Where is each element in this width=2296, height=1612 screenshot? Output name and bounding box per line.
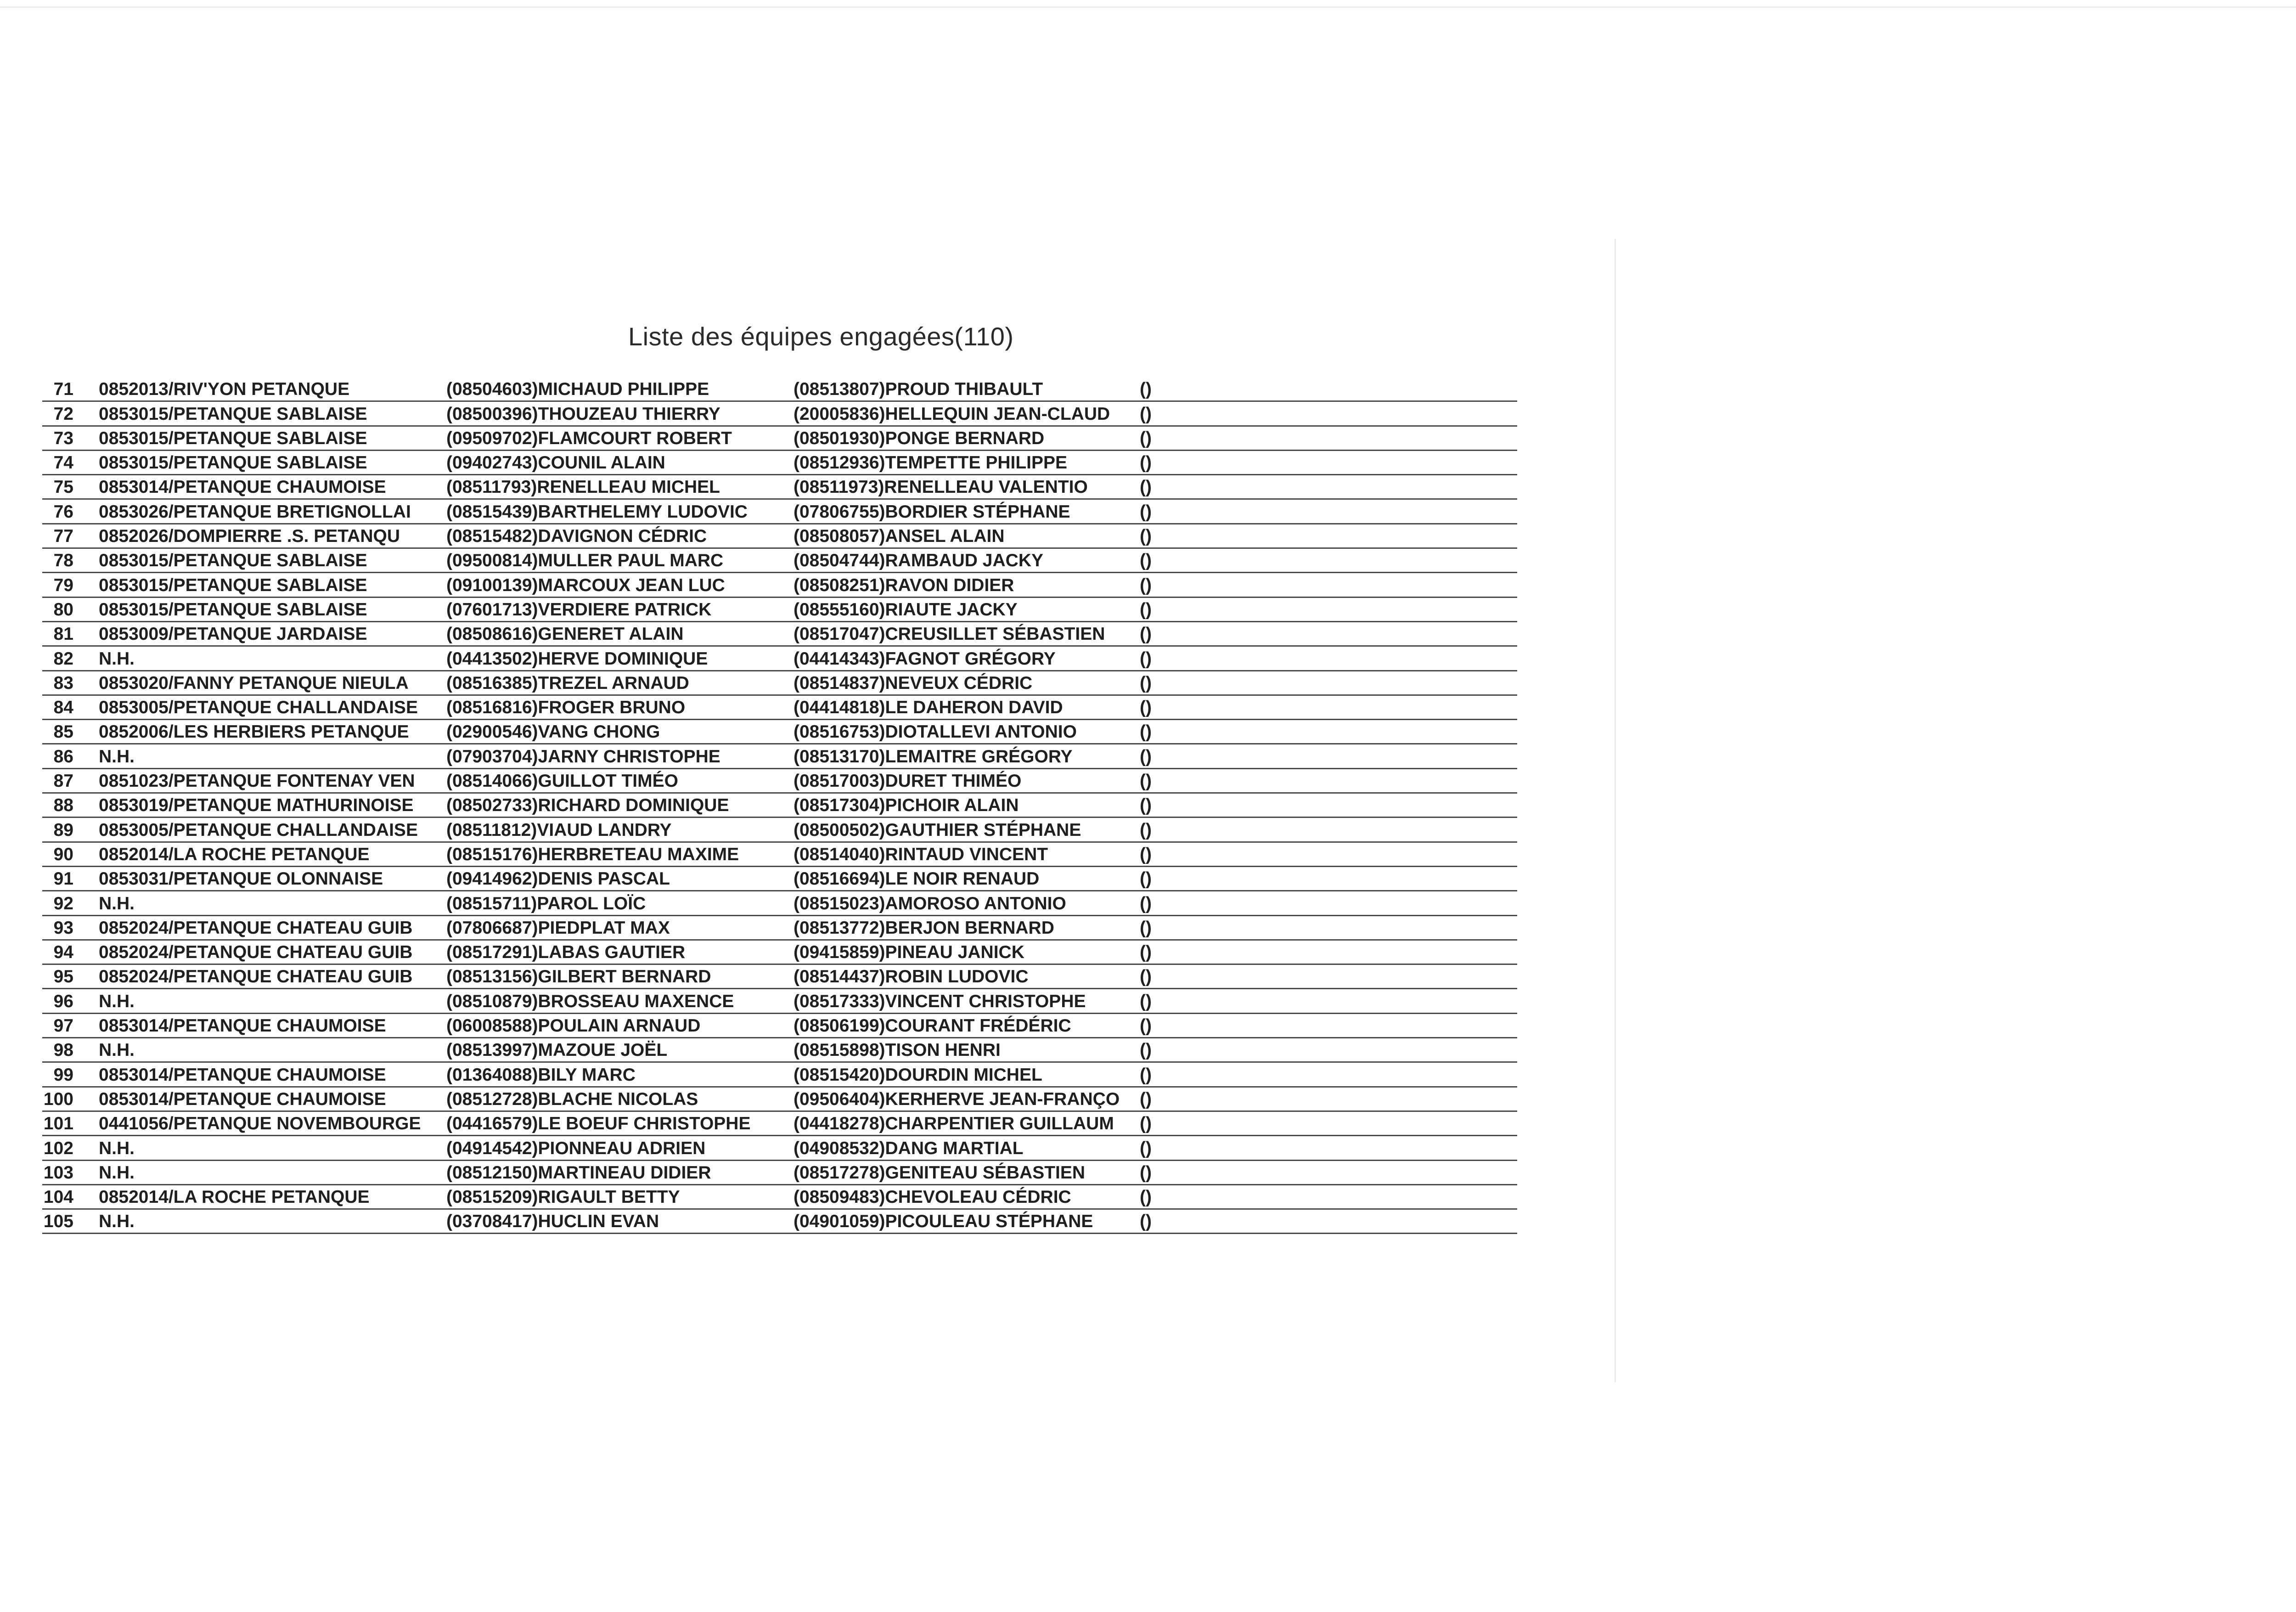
team-player-2: (08515420)DOURDIN MICHEL: [793, 1065, 1042, 1085]
team-number: 103: [43, 1162, 73, 1183]
team-number: 89: [53, 820, 73, 840]
team-club: 0853014/PETANQUE CHAUMOISE: [99, 1089, 386, 1109]
team-number: 73: [53, 428, 73, 448]
team-number: 86: [53, 746, 73, 767]
team-number: 99: [53, 1065, 73, 1085]
team-number: 101: [43, 1114, 73, 1134]
team-club: 0853015/PETANQUE SABLAISE: [99, 575, 367, 595]
team-player-2: (09415859)PINEAU JANICK: [793, 942, 1024, 963]
top-edge-rule: [0, 6, 2296, 8]
team-row: [42, 622, 1517, 647]
team-row: [42, 1088, 1517, 1112]
team-player-2: (08508251)RAVON DIDIER: [793, 575, 1014, 595]
team-club: 0853015/PETANQUE SABLAISE: [99, 551, 367, 571]
team-row: [42, 524, 1517, 549]
team-club: 0853005/PETANQUE CHALLANDAISE: [99, 698, 418, 718]
team-player-1: (09414962)DENIS PASCAL: [446, 869, 670, 889]
team-player-2: (08517304)PICHOIR ALAIN: [793, 795, 1019, 816]
team-number: 80: [53, 599, 73, 620]
team-player-2: (08513772)BERJON BERNARD: [793, 918, 1054, 938]
team-player-2: (07806755)BORDIER STÉPHANE: [793, 502, 1070, 522]
team-club: 0853020/FANNY PETANQUE NIEULA: [99, 673, 409, 693]
team-player-1: (08510879)BROSSEAU MAXENCE: [446, 991, 734, 1011]
team-player-2: (08517003)DURET THIMÉO: [793, 771, 1022, 791]
team-player-3: (): [1140, 918, 1152, 938]
page-divider: [1615, 239, 1616, 1382]
team-player-1: (08516385)TREZEL ARNAUD: [446, 673, 689, 693]
team-player-3: (): [1140, 1162, 1152, 1183]
team-player-1: (08516816)FROGER BRUNO: [446, 698, 686, 718]
team-club: 0851023/PETANQUE FONTENAY VEN: [99, 771, 415, 791]
team-player-1: (08511793)RENELLEAU MICHEL: [446, 477, 720, 497]
team-club: 0853005/PETANQUE CHALLANDAISE: [99, 820, 418, 840]
team-player-2: (08555160)RIAUTE JACKY: [793, 599, 1018, 620]
team-player-3: (): [1140, 1040, 1152, 1060]
team-player-2: (08517333)VINCENT CHRISTOPHE: [793, 991, 1086, 1011]
team-player-3: (): [1140, 698, 1152, 718]
team-row: [42, 965, 1517, 989]
team-player-3: (): [1140, 795, 1152, 816]
team-player-3: (): [1140, 673, 1152, 693]
team-number: 72: [53, 404, 73, 424]
team-club: 0852014/LA ROCHE PETANQUE: [99, 1187, 370, 1207]
team-player-1: (09500814)MULLER PAUL MARC: [446, 551, 724, 571]
team-row: [42, 573, 1517, 597]
team-club: 0853015/PETANQUE SABLAISE: [99, 404, 367, 424]
team-number: 75: [53, 477, 73, 497]
team-player-3: (): [1140, 869, 1152, 889]
team-club: 0853015/PETANQUE SABLAISE: [99, 599, 367, 620]
team-row: [42, 475, 1517, 500]
team-player-2: (08517047)CREUSILLET SÉBASTIEN: [793, 624, 1105, 644]
team-player-2: (08508057)ANSEL ALAIN: [793, 526, 1005, 547]
team-number: 76: [53, 502, 73, 522]
team-number: 88: [53, 795, 73, 816]
team-player-1: (08515711)PAROL LOÏC: [446, 893, 646, 913]
team-club: 0853009/PETANQUE JARDAISE: [99, 624, 367, 644]
team-row: [42, 891, 1517, 916]
team-player-1: (08511812)VIAUD LANDRY: [446, 820, 672, 840]
team-player-1: (08515209)RIGAULT BETTY: [446, 1187, 680, 1207]
team-player-3: (): [1140, 404, 1152, 424]
team-player-2: (20005836)HELLEQUIN JEAN-CLAUD: [793, 404, 1110, 424]
team-player-3: (): [1140, 526, 1152, 547]
team-player-3: (): [1140, 428, 1152, 448]
team-row: [42, 1038, 1517, 1063]
team-club: 0852006/LES HERBIERS PETANQUE: [99, 722, 409, 742]
team-number: 100: [43, 1089, 73, 1109]
team-club: 0852024/PETANQUE CHATEAU GUIB: [99, 918, 413, 938]
team-player-1: (08502733)RICHARD DOMINIQUE: [446, 795, 729, 816]
team-player-2: (08516694)LE NOIR RENAUD: [793, 869, 1040, 889]
team-player-3: (): [1140, 599, 1152, 620]
team-player-3: (): [1140, 893, 1152, 913]
team-row: [42, 720, 1517, 744]
team-player-2: (08512936)TEMPETTE PHILIPPE: [793, 453, 1068, 473]
team-number: 92: [53, 893, 73, 913]
team-player-3: (): [1140, 551, 1152, 571]
team-player-1: (07903704)JARNY CHRISTOPHE: [446, 746, 720, 767]
team-player-1: (08513997)MAZOUE JOËL: [446, 1040, 668, 1060]
team-player-1: (08515482)DAVIGNON CÉDRIC: [446, 526, 707, 547]
team-player-1: (08512150)MARTINEAU DIDIER: [446, 1162, 711, 1183]
team-number: 77: [53, 526, 73, 547]
team-club: 0853014/PETANQUE CHAUMOISE: [99, 1065, 386, 1085]
team-number: 84: [53, 698, 73, 718]
team-number: 91: [53, 869, 73, 889]
team-club: 0441056/PETANQUE NOVEMBOURGE: [99, 1114, 421, 1134]
team-player-3: (): [1140, 1114, 1152, 1134]
team-club: N.H.: [99, 746, 135, 767]
team-row: [42, 696, 1517, 720]
team-club: 0852024/PETANQUE CHATEAU GUIB: [99, 967, 413, 987]
team-player-2: (08501930)PONGE BERNARD: [793, 428, 1045, 448]
team-player-1: (07601713)VERDIERE PATRICK: [446, 599, 712, 620]
team-player-1: (08513156)GILBERT BERNARD: [446, 967, 711, 987]
team-player-3: (): [1140, 502, 1152, 522]
team-row: [42, 451, 1517, 475]
team-number: 104: [43, 1187, 73, 1207]
team-row: [42, 794, 1517, 818]
team-club: 0852026/DOMPIERRE .S. PETANQU: [99, 526, 400, 547]
team-player-2: (08514837)NEVEUX CÉDRIC: [793, 673, 1033, 693]
team-club: N.H.: [99, 1138, 135, 1158]
team-club: 0853014/PETANQUE CHAUMOISE: [99, 1016, 386, 1036]
team-club: N.H.: [99, 648, 135, 669]
team-row: [42, 1161, 1517, 1185]
team-row: [42, 989, 1517, 1014]
team-player-2: (08514437)ROBIN LUDOVIC: [793, 967, 1029, 987]
team-player-2: (04901059)PICOULEAU STÉPHANE: [793, 1212, 1093, 1232]
page-title: Liste des équipes engagées(110): [628, 322, 1014, 351]
team-player-3: (): [1140, 453, 1152, 473]
team-player-2: (08509483)CHEVOLEAU CÉDRIC: [793, 1187, 1071, 1207]
team-player-1: (01364088)BILY MARC: [446, 1065, 636, 1085]
team-club: N.H.: [99, 1212, 135, 1232]
team-player-1: (02900546)VANG CHONG: [446, 722, 660, 742]
team-row: [42, 1136, 1517, 1161]
team-row: [42, 916, 1517, 941]
team-player-1: (08508616)GENERET ALAIN: [446, 624, 684, 644]
team-player-1: (09100139)MARCOUX JEAN LUC: [446, 575, 725, 595]
team-player-2: (08515898)TISON HENRI: [793, 1040, 1001, 1060]
team-number: 83: [53, 673, 73, 693]
team-number: 82: [53, 648, 73, 669]
team-club: N.H.: [99, 893, 135, 913]
team-player-3: (): [1140, 1065, 1152, 1085]
team-number: 93: [53, 918, 73, 938]
team-player-1: (04416579)LE BOEUF CHRISTOPHE: [446, 1114, 751, 1134]
team-row: [42, 818, 1517, 842]
team-player-1: (07806687)PIEDPLAT MAX: [446, 918, 670, 938]
team-number: 98: [53, 1040, 73, 1060]
team-player-3: (): [1140, 1138, 1152, 1158]
team-player-2: (08514040)RINTAUD VINCENT: [793, 844, 1048, 864]
team-number: 71: [53, 379, 73, 400]
team-player-1: (08517291)LABAS GAUTIER: [446, 942, 686, 963]
team-number: 105: [43, 1212, 73, 1232]
team-player-2: (04908532)DANG MARTIAL: [793, 1138, 1024, 1158]
team-club: N.H.: [99, 1040, 135, 1060]
team-player-3: (): [1140, 820, 1152, 840]
team-row: [42, 598, 1517, 622]
team-player-3: (): [1140, 722, 1152, 742]
team-club: 0853019/PETANQUE MATHURINOISE: [99, 795, 414, 816]
team-player-1: (06008588)POULAIN ARNAUD: [446, 1016, 701, 1036]
team-row: [42, 1185, 1517, 1210]
team-player-1: (08504603)MICHAUD PHILIPPE: [446, 379, 709, 400]
team-player-1: (04914542)PIONNEAU ADRIEN: [446, 1138, 706, 1158]
team-number: 97: [53, 1016, 73, 1036]
team-club: 0853026/PETANQUE BRETIGNOLLAI: [99, 502, 411, 522]
team-row: [42, 647, 1517, 671]
team-row: [42, 671, 1517, 696]
team-club: N.H.: [99, 991, 135, 1011]
team-club: 0853015/PETANQUE SABLAISE: [99, 453, 367, 473]
team-player-2: (08517278)GENITEAU SÉBASTIEN: [793, 1162, 1086, 1183]
team-row: [42, 427, 1517, 451]
team-number: 96: [53, 991, 73, 1011]
team-player-1: (08515176)HERBRETEAU MAXIME: [446, 844, 739, 864]
team-list: [42, 378, 1517, 1234]
team-player-2: (08504744)RAMBAUD JACKY: [793, 551, 1044, 571]
team-player-2: (04414343)FAGNOT GRÉGORY: [793, 648, 1056, 669]
team-player-2: (08500502)GAUTHIER STÉPHANE: [793, 820, 1081, 840]
team-row: [42, 378, 1517, 402]
team-club: 0853014/PETANQUE CHAUMOISE: [99, 477, 386, 497]
team-player-3: (): [1140, 844, 1152, 864]
team-club: 0852024/PETANQUE CHATEAU GUIB: [99, 942, 413, 963]
team-player-2: (08516753)DIOTALLEVI ANTONIO: [793, 722, 1077, 742]
team-player-3: (): [1140, 746, 1152, 767]
team-number: 90: [53, 844, 73, 864]
team-player-1: (09509702)FLAMCOURT ROBERT: [446, 428, 732, 448]
team-row: [42, 744, 1517, 769]
team-club: N.H.: [99, 1162, 135, 1183]
team-player-2: (04414818)LE DAHERON DAVID: [793, 698, 1063, 718]
team-row: [42, 941, 1517, 965]
team-row: [42, 1112, 1517, 1136]
team-player-3: (): [1140, 771, 1152, 791]
team-player-3: (): [1140, 991, 1152, 1011]
team-club: 0853015/PETANQUE SABLAISE: [99, 428, 367, 448]
team-row: [42, 1210, 1517, 1234]
team-player-2: (08513170)LEMAITRE GRÉGORY: [793, 746, 1073, 767]
team-player-2: (09506404)KERHERVE JEAN-FRANÇO: [793, 1089, 1120, 1109]
team-number: 78: [53, 551, 73, 571]
team-player-3: (): [1140, 648, 1152, 669]
team-row: [42, 843, 1517, 867]
team-club: 0852013/RIV'YON PETANQUE: [99, 379, 350, 400]
team-player-2: (08511973)RENELLEAU VALENTIO: [793, 477, 1088, 497]
team-number: 81: [53, 624, 73, 644]
team-player-3: (): [1140, 624, 1152, 644]
team-row: [42, 402, 1517, 426]
team-player-1: (08500396)THOUZEAU THIERRY: [446, 404, 720, 424]
team-player-3: (): [1140, 942, 1152, 963]
team-player-3: (): [1140, 379, 1152, 400]
team-row: [42, 500, 1517, 524]
team-player-3: (): [1140, 967, 1152, 987]
team-player-3: (): [1140, 1016, 1152, 1036]
team-player-1: (04413502)HERVE DOMINIQUE: [446, 648, 708, 669]
team-player-3: (): [1140, 1212, 1152, 1232]
team-player-1: (08512728)BLACHE NICOLAS: [446, 1089, 698, 1109]
team-number: 94: [53, 942, 73, 963]
team-row: [42, 1014, 1517, 1038]
team-row: [42, 549, 1517, 573]
team-club: 0852014/LA ROCHE PETANQUE: [99, 844, 370, 864]
team-number: 95: [53, 967, 73, 987]
team-number: 79: [53, 575, 73, 595]
team-row: [42, 1063, 1517, 1087]
team-player-1: (08515439)BARTHELEMY LUDOVIC: [446, 502, 748, 522]
team-player-3: (): [1140, 477, 1152, 497]
team-number: 87: [53, 771, 73, 791]
team-player-3: (): [1140, 1187, 1152, 1207]
team-row: [42, 769, 1517, 794]
team-player-2: (08513807)PROUD THIBAULT: [793, 379, 1043, 400]
team-player-2: (04418278)CHARPENTIER GUILLAUM: [793, 1114, 1114, 1134]
team-player-3: (): [1140, 1089, 1152, 1109]
team-number: 74: [53, 453, 73, 473]
team-player-1: (08514066)GUILLOT TIMÉO: [446, 771, 678, 791]
team-number: 85: [53, 722, 73, 742]
team-club: 0853031/PETANQUE OLONNAISE: [99, 869, 383, 889]
team-player-2: (08506199)COURANT FRÉDÉRIC: [793, 1016, 1071, 1036]
team-player-1: (03708417)HUCLIN EVAN: [446, 1212, 659, 1232]
team-player-1: (09402743)COUNIL ALAIN: [446, 453, 665, 473]
team-row: [42, 867, 1517, 891]
team-number: 102: [43, 1138, 73, 1158]
team-player-2: (08515023)AMOROSO ANTONIO: [793, 893, 1066, 913]
team-player-3: (): [1140, 575, 1152, 595]
